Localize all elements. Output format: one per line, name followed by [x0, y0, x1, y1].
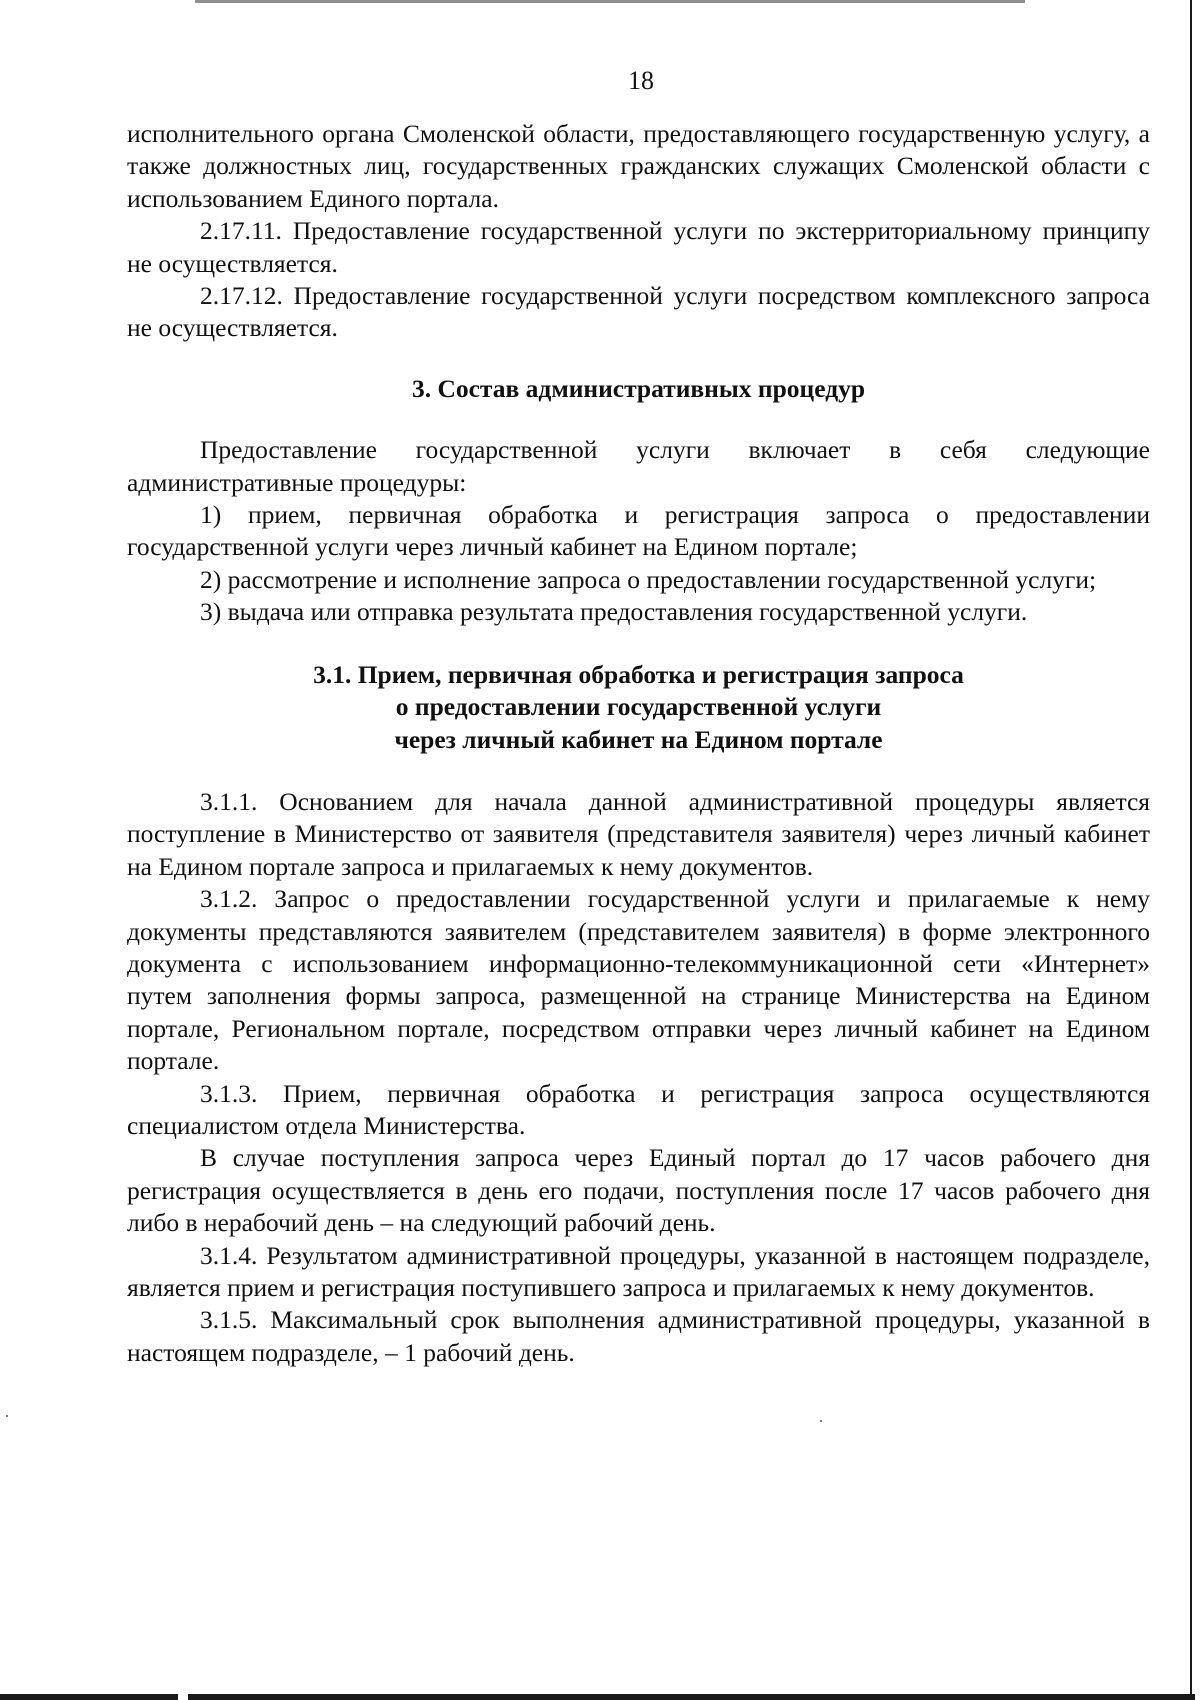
paragraph-3-1-1: 3.1.1. Основанием для начала данной административной процедуры является поступление в Министерство от заявителя (представителя заявителя) через личный кабинет на Едином портале запроса и прилагаемых к нему документов.	[127, 786, 1150, 881]
paragraph-section-3-intro: Предоставление государственной услуги включает в себя следующие административные процедуры:	[127, 435, 1150, 497]
paragraph-continuation: исполнительного органа Смоленской области, предоставляющего государственную услугу, а также должностных лиц, государственных гражданских служащих Смоленской области с использованием Единого портала.	[127, 119, 1150, 213]
paragraph-3-1-4: 3.1.4. Результатом административной процедуры, указанной в настоящем подразделе, является прием и регистрация поступившего запроса и прилагаемых к нему документов.	[127, 1240, 1150, 1302]
paragraph-3-1-2: 3.1.2. Запрос о предоставлении государственной услуги и прилагаемые к нему документы представляются заявителем (представителем заявителя) в форме электронного документа с использованием информационно-телекоммуникационной сети «Интернет» путем заполнения формы запроса, размещенной на странице Министерства на Едином портале, Региональном портале, посредством отправки через личный кабинет на Едином портале.	[127, 884, 1150, 1076]
section-3-1-heading-line: о предоставлении государственной услуги	[395, 692, 882, 722]
paragraph-2-17-12: 2.17.12. Предоставление государственной услуги посредством комплексного запроса не осуществляется.	[127, 281, 1150, 343]
list-item-procedure-3: 3) выдача или отправка результата предоставления государственной услуги.	[200, 597, 1028, 627]
paragraph-2-17-11: 2.17.11. Предоставление государственной услуги по экстерриториальному принципу не осуществляется.	[127, 216, 1150, 278]
paragraph-3-1-5: 3.1.5. Максимальный срок выполнения административной процедуры, указанной в настоящем подразделе, – 1 рабочий день.	[127, 1305, 1150, 1367]
document-body	[127, 118, 1150, 1369]
paragraph-registration-time: В случае поступления запроса через Единый портал до 17 часов рабочего дня регистрация осуществляется в день его подачи, поступления после 17 часов рабочего дня либо в нерабочий день – на следующий рабочий день.	[127, 1143, 1150, 1238]
section-3-1-heading-line: через личный кабинет на Едином портале	[394, 724, 883, 754]
section-3-heading: 3. Состав административных процедур	[411, 373, 866, 403]
page-number: 18	[628, 66, 654, 95]
scan-speck	[6, 1415, 8, 1417]
scan-edge-bottom-gap	[178, 1694, 188, 1700]
paragraph-3-1-3: 3.1.3. Прием, первичная обработка и регистрация запроса осуществляются специалистом отдела Министерства.	[127, 1078, 1150, 1140]
list-item-procedure-2: 2) рассмотрение и исполнение запроса о предоставлении государственной услуги;	[200, 564, 1097, 594]
list-item-procedure-1: 1) прием, первичная обработка и регистрация запроса о предоставлении государственной услуги через личный кабинет на Едином портале;	[127, 500, 1150, 562]
section-3-1-heading-line: 3.1. Прием, первичная обработка и регистрация запроса	[313, 659, 964, 689]
scan-edge-right	[1190, 0, 1192, 1700]
scan-speck	[820, 1420, 822, 1422]
scan-edge-top	[195, 0, 1025, 3]
section-3-1-heading	[127, 659, 1150, 756]
